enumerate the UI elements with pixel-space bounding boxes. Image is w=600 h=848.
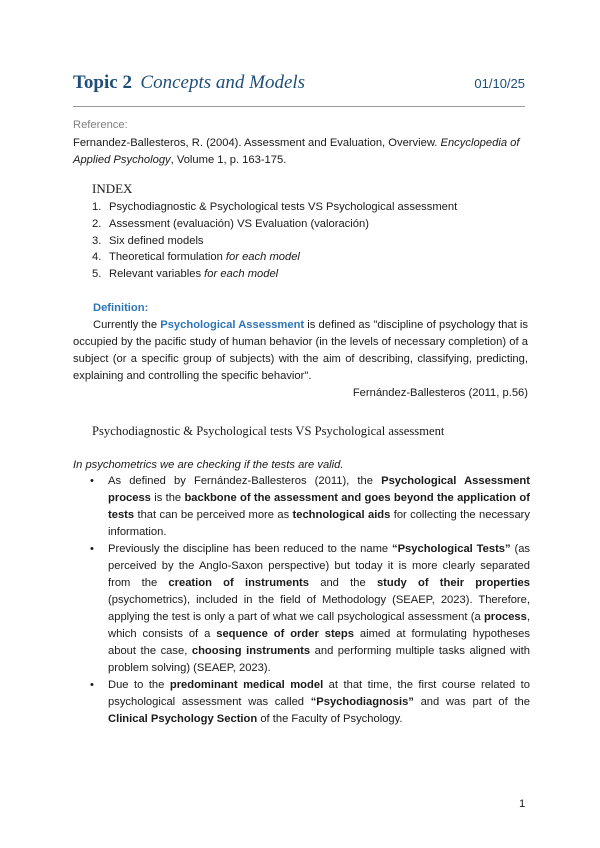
index-item bbox=[92, 199, 457, 216]
bullet-text: Previously the discipline has been reduced to the name bbox=[108, 543, 392, 555]
bullet-item bbox=[90, 677, 530, 728]
header-rule bbox=[73, 106, 525, 107]
bullet-bold-text: “Psychological Tests” bbox=[391, 543, 511, 555]
bullet-bold-text: choosing instruments bbox=[191, 645, 311, 657]
page-number: 1 bbox=[519, 798, 526, 810]
reference-label: Reference: bbox=[73, 119, 128, 131]
bullet-item bbox=[90, 473, 530, 541]
definition-citation: Fernández-Ballesteros (2011, p.56) bbox=[352, 387, 528, 399]
index-item-number: 3. bbox=[92, 234, 102, 247]
index-item-italic: for each model bbox=[204, 268, 279, 281]
bullet-text: is the bbox=[150, 492, 185, 504]
bullet-bold-text: backbone of the assessment and goes beyond the application of tests bbox=[108, 492, 530, 521]
bullet-text: Due to the bbox=[108, 679, 170, 691]
bullet-text: As defined by Fernández-Ballesteros (2011), the bbox=[108, 475, 382, 487]
index-item-text: Assessment (evaluación) VS Evaluation (valoración) bbox=[109, 217, 369, 230]
bullet-text: , which consists of a bbox=[108, 611, 530, 640]
bullet-text: of the Faculty of Psychology. bbox=[257, 713, 403, 725]
section-intro: In psychometrics we are checking if the tests are valid. bbox=[73, 459, 344, 471]
definition-title: Definition: bbox=[93, 302, 149, 314]
bullet-text: aimed at formulating hypotheses about the case, bbox=[108, 628, 530, 657]
bullet-bold-text: process bbox=[483, 611, 527, 623]
index-item bbox=[92, 249, 457, 266]
definition-term: Psychological Assessment bbox=[160, 319, 305, 331]
section-title: Psychodiagnostic & Psychological tests VS Psychological assessment bbox=[92, 424, 445, 438]
reference-text bbox=[73, 135, 533, 169]
index-item-number: 1. bbox=[92, 201, 102, 213]
bullet-text: that can be perceived more as bbox=[134, 509, 293, 521]
bullet-bold-text: “Psychodiagnosis” bbox=[310, 696, 414, 708]
reference-text-part: , Volume 1, p. 163-175. bbox=[170, 154, 287, 166]
page-header bbox=[73, 72, 525, 98]
index-item bbox=[92, 216, 457, 233]
bullet-marker: • bbox=[90, 475, 94, 487]
bullet-text: (psychometrics), included in the field of Methodology (SEAEP, 2023). Therefore, applying the test is only a part of what we call psychological assessment (a bbox=[108, 594, 530, 623]
index-item-text: Relevant variables bbox=[109, 268, 205, 281]
index-item-text: Psychodiagnostic & Psychological tests VS Psychological assessment bbox=[109, 201, 458, 213]
definition-text-part: Currently the bbox=[93, 319, 161, 331]
bullet-bold-text: technological aids bbox=[292, 509, 391, 521]
bullet-text: and the bbox=[309, 577, 377, 589]
header-date: 01/10/25 bbox=[474, 76, 525, 91]
index-item-text: Theoretical formulation bbox=[109, 251, 226, 264]
definition-text bbox=[73, 317, 528, 385]
bullet-text: and performing multiple tasks aligned with problem solving) (SEAEP, 2023). bbox=[108, 645, 530, 674]
bullet-text: for collecting the necessary information. bbox=[108, 509, 530, 538]
topic-title: Concepts and Models bbox=[140, 72, 306, 93]
bullet-bold-text: predominant medical model bbox=[169, 679, 324, 691]
index-item-number: 4. bbox=[92, 251, 102, 264]
bullet-marker: • bbox=[90, 679, 94, 691]
bullet-list bbox=[90, 473, 530, 728]
reference-text-part: Fernandez-Ballesteros, R. (2004). Assessment and Evaluation, Overview. bbox=[73, 137, 441, 149]
index-item bbox=[92, 266, 457, 283]
topic-number: Topic 2 bbox=[73, 72, 132, 93]
bullet-bold-text: study of their properties bbox=[376, 577, 530, 589]
bullet-bold-text: creation of instruments bbox=[168, 577, 309, 589]
bullet-text: (as perceived by the Anglo-Saxon perspective) but today it is more clearly separated from the bbox=[108, 543, 531, 589]
bullet-bold-text: Psychological Assessment process bbox=[108, 475, 530, 504]
index-title: INDEX bbox=[92, 181, 133, 196]
bullet-item bbox=[90, 541, 530, 677]
bullet-marker: • bbox=[90, 543, 94, 555]
index-list bbox=[92, 199, 457, 283]
bullet-bold-text: Clinical Psychology Section bbox=[108, 713, 258, 725]
index-item-italic: for each model bbox=[225, 251, 300, 264]
index-item bbox=[92, 233, 457, 250]
bullet-text: and was part of the bbox=[413, 696, 530, 708]
bullet-text: at that time, the first course related to psychological assessment was called bbox=[108, 679, 530, 708]
bullet-bold-text: sequence of order steps bbox=[216, 628, 354, 640]
index-item-number: 5. bbox=[92, 268, 102, 281]
definition-text-part: is defined as "discipline of psychology that is occupied by the pacific study of human behavior (in the levels of necessary completion) of a subject (or a specific group of subjects) with the aim of describing, classifying, predicting, explaining and controlling the specific behavior". bbox=[73, 319, 528, 382]
index-item-number: 2. bbox=[92, 217, 102, 230]
reference-source-title: Encyclopedia of Applied Psychology bbox=[73, 137, 520, 166]
index-item-text: Six defined models bbox=[109, 234, 204, 247]
